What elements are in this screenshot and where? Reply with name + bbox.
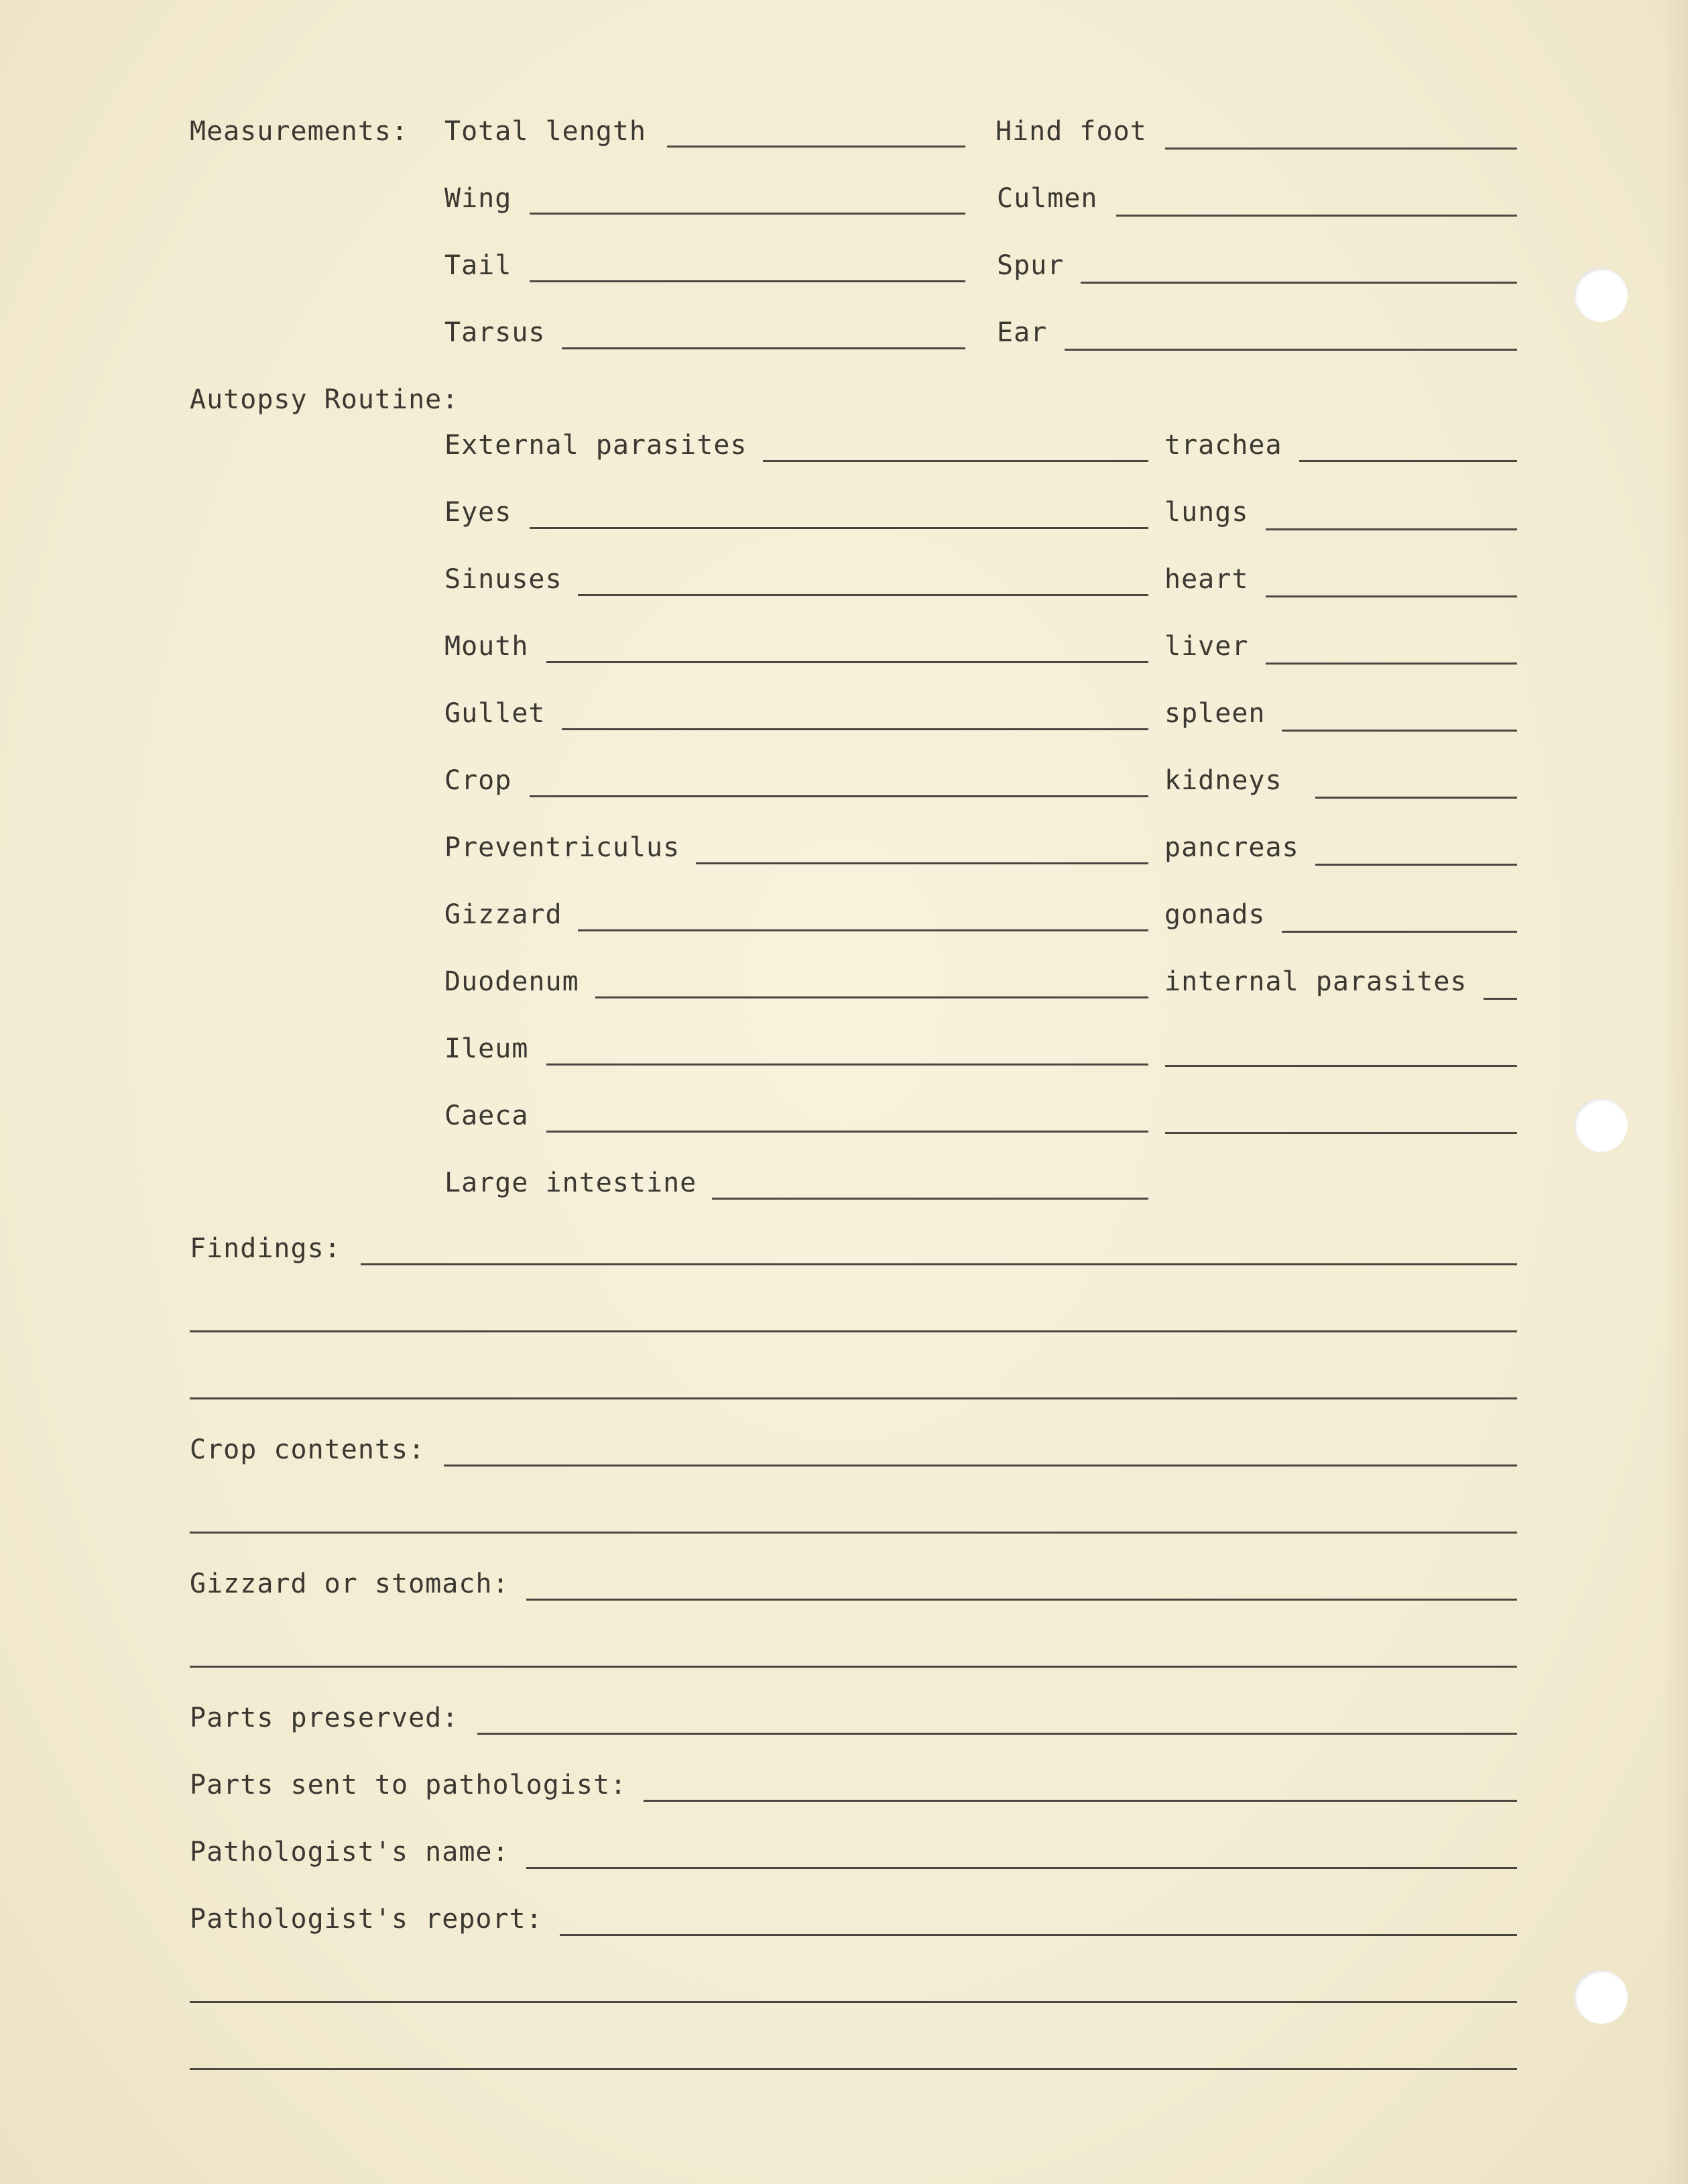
gonads-label: gonads: [1164, 899, 1266, 930]
internal-parasites-label: internal parasites: [1164, 966, 1467, 997]
pathologist-name-label: Pathologist's name:: [190, 1837, 509, 1867]
parts-preserved-label: Parts preserved:: [190, 1703, 459, 1733]
internal-parasites-field-continued-1[interactable]: [1165, 1065, 1517, 1067]
crop-field[interactable]: [530, 795, 1148, 797]
pancreas-label: pancreas: [1164, 832, 1299, 863]
sinuses-field[interactable]: [578, 594, 1148, 596]
gonads-field[interactable]: [1282, 931, 1517, 933]
gizzard-stomach-field-line-2[interactable]: [190, 1666, 1517, 1668]
crop-contents-label: Crop contents:: [190, 1434, 426, 1465]
wing-field[interactable]: [530, 213, 965, 215]
binder-hole-top: [1574, 268, 1628, 322]
duodenum-label: Duodenum: [444, 966, 579, 997]
liver-field[interactable]: [1266, 663, 1517, 665]
culmen-field[interactable]: [1116, 215, 1517, 217]
lungs-field[interactable]: [1266, 528, 1517, 530]
crop-contents-field-line-1[interactable]: [444, 1464, 1517, 1467]
gullet-field[interactable]: [562, 728, 1148, 730]
liver-label: liver: [1164, 631, 1249, 662]
pathologist-report-label: Pathologist's report:: [190, 1904, 543, 1935]
large-intestine-label: Large intestine: [444, 1167, 697, 1198]
pancreas-field[interactable]: [1315, 864, 1517, 866]
parts-sent-field[interactable]: [644, 1800, 1517, 1802]
caeca-label: Caeca: [444, 1100, 529, 1131]
gizzard-stomach-label: Gizzard or stomach:: [190, 1568, 509, 1599]
culmen-label: Culmen: [997, 183, 1098, 214]
spleen-label: spleen: [1164, 698, 1266, 729]
large-intestine-field[interactable]: [712, 1198, 1148, 1200]
ear-field[interactable]: [1065, 349, 1517, 351]
kidneys-label: kidneys: [1164, 765, 1282, 796]
heart-label: heart: [1164, 564, 1249, 595]
gizzard-stomach-field-line-1[interactable]: [526, 1599, 1517, 1601]
preventriculus-field[interactable]: [696, 862, 1148, 864]
internal-parasites-field[interactable]: [1484, 998, 1517, 1000]
sinuses-label: Sinuses: [444, 564, 562, 595]
heart-field[interactable]: [1266, 595, 1517, 597]
findings-field-line-3[interactable]: [190, 1397, 1517, 1399]
eyes-field[interactable]: [530, 527, 1148, 529]
binder-hole-middle: [1574, 1098, 1628, 1152]
hind-foot-field[interactable]: [1165, 148, 1517, 150]
tarsus-label: Tarsus: [444, 317, 546, 348]
spur-field[interactable]: [1081, 282, 1517, 284]
autopsy-routine-heading: Autopsy Routine:: [190, 384, 459, 415]
parts-sent-label: Parts sent to pathologist:: [190, 1770, 627, 1800]
caeca-field[interactable]: [546, 1131, 1148, 1133]
gizzard-label: Gizzard: [444, 899, 562, 930]
pathologist-report-field-line-3[interactable]: [190, 2068, 1517, 2070]
gullet-label: Gullet: [444, 698, 546, 729]
total-length-field[interactable]: [667, 146, 965, 148]
hind-foot-label: Hind foot: [996, 116, 1147, 147]
pathologist-report-field-line-2[interactable]: [190, 2001, 1517, 2003]
findings-field-line-1[interactable]: [361, 1263, 1517, 1265]
ear-label: Ear: [997, 317, 1048, 348]
binder-hole-bottom: [1574, 1970, 1628, 2024]
findings-label: Findings:: [190, 1233, 341, 1264]
page-edge-shadow: [1661, 0, 1688, 2184]
trachea-label: trachea: [1164, 430, 1282, 461]
tail-label: Tail: [444, 250, 512, 281]
spleen-field[interactable]: [1282, 730, 1517, 732]
total-length-label: Total length: [444, 116, 646, 147]
preventriculus-label: Preventriculus: [444, 832, 680, 863]
wing-label: Wing: [444, 183, 512, 214]
crop-label: Crop: [444, 765, 512, 796]
crop-contents-field-line-2[interactable]: [190, 1532, 1517, 1534]
trachea-field[interactable]: [1299, 460, 1517, 462]
kidneys-field[interactable]: [1315, 797, 1517, 799]
external-parasites-field[interactable]: [763, 460, 1148, 462]
duodenum-field[interactable]: [595, 996, 1148, 998]
tarsus-field[interactable]: [562, 347, 965, 349]
gizzard-field[interactable]: [578, 929, 1148, 931]
internal-parasites-field-continued-2[interactable]: [1165, 1132, 1517, 1134]
mouth-field[interactable]: [546, 661, 1148, 663]
parts-preserved-field[interactable]: [477, 1733, 1517, 1735]
external-parasites-label: External parasites: [444, 430, 747, 461]
pathologist-name-field[interactable]: [526, 1867, 1517, 1869]
ileum-label: Ileum: [444, 1033, 529, 1064]
measurements-heading: Measurements:: [190, 116, 409, 147]
lungs-label: lungs: [1164, 497, 1249, 528]
ileum-field[interactable]: [546, 1064, 1148, 1066]
tail-field[interactable]: [530, 280, 965, 282]
eyes-label: Eyes: [444, 497, 512, 528]
findings-field-line-2[interactable]: [190, 1330, 1517, 1332]
pathologist-report-field-line-1[interactable]: [560, 1934, 1517, 1936]
mouth-label: Mouth: [444, 631, 529, 662]
spur-label: Spur: [997, 250, 1065, 281]
